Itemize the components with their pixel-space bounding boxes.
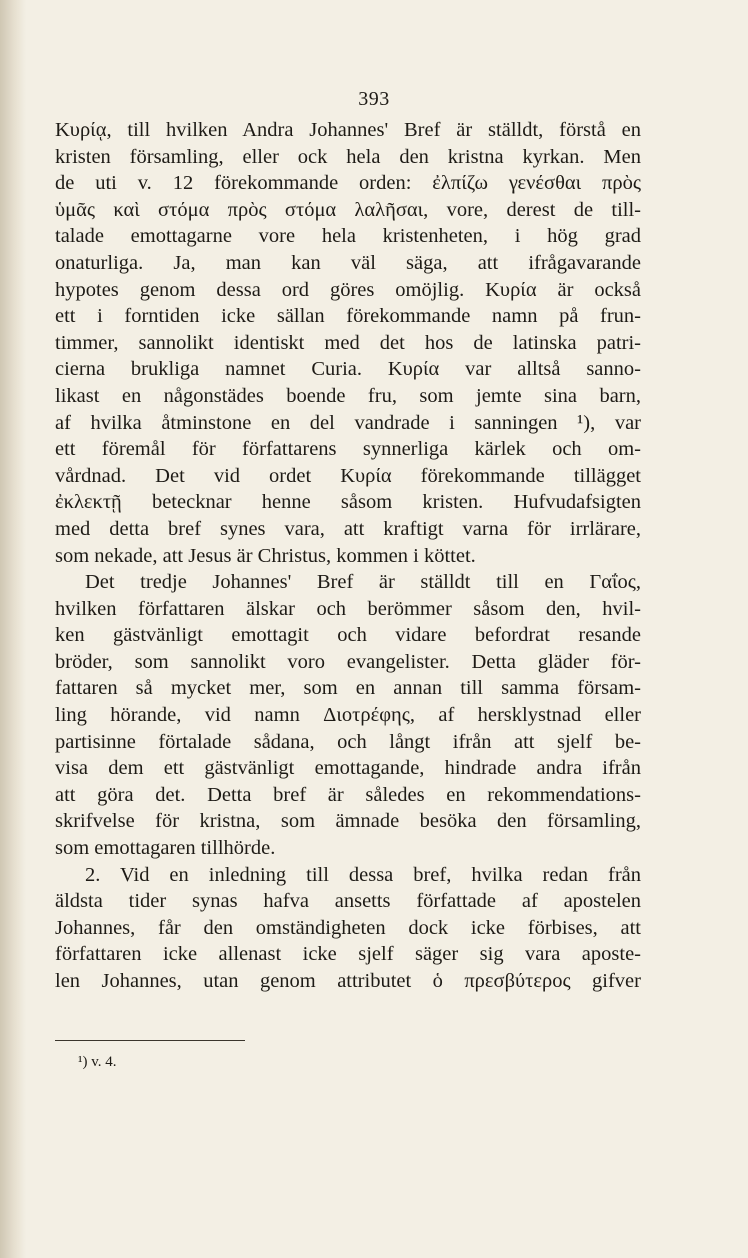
text-line: Det tredje Johannes' Bref är ställdt till en Γαΐος, <box>85 571 641 594</box>
text-line: Johannes, får den omständigheten dock icke förbises, att <box>55 916 641 939</box>
body-text <box>55 117 641 995</box>
footnote-divider <box>55 1040 245 1041</box>
text-line: len Johannes, utan genom attributet ὁ πρεσβύτερος gifver <box>55 970 641 992</box>
text-line: ἐκλεκτῇ betecknar henne såsom kristen. Hufvudafsigten <box>55 491 641 514</box>
text-line: författaren icke allenast icke sjelf säger sig vara aposte- <box>55 943 641 966</box>
text-line: som emottagaren tillhörde. <box>55 837 276 860</box>
text-line: ling hörande, vid namn Διοτρέφης, af hersklystnad eller <box>55 704 641 727</box>
text-line: cierna brukliga namnet Curia. Κυρία var alltså sanno- <box>55 358 641 381</box>
text-line: äldsta tider synas hafva ansetts författade af apostelen <box>55 890 641 913</box>
text-line: onaturliga. Ja, man kan väl säga, att ifrågavarande <box>55 251 641 274</box>
text-line: ὑμᾶς καὶ στόμα πρὸς στόμα λαλῆσαι, vore, derest de till- <box>55 198 641 221</box>
text-line: ken gästvänligt emottagit och vidare befordrat resande <box>55 624 641 647</box>
text-line: hypotes genom dessa ord göres omöjlig. Κυρία är också <box>55 278 641 301</box>
text-line: partisinne förtalade sådana, och långt ifrån att sjelf be- <box>55 730 641 753</box>
text-line: med detta bref synes vara, att kraftigt varna för irrlärare, <box>55 517 641 540</box>
text-line: ett i forntiden icke sällan förekommande namn på frun- <box>55 305 641 328</box>
text-line: talade emottagarne vore hela kristenheten, i hög grad <box>55 225 641 248</box>
text-line: som nekade, att Jesus är Christus, kommen i köttet. <box>55 544 476 567</box>
text-line: visa dem ett gästvänligt emottagande, hindrade andra ifrån <box>55 757 641 780</box>
page-number: 393 <box>358 88 390 110</box>
text-line: fattaren så mycket mer, som en annan till samma försam- <box>55 677 641 700</box>
text-line: bröder, som sannolikt voro evangelister. Detta gläder för- <box>55 650 641 673</box>
footnote: ¹) v. 4. <box>78 1054 117 1070</box>
text-line: hvilken författaren älskar och berömmer såsom den, hvil- <box>55 597 641 620</box>
text-line: de uti v. 12 förekommande orden: ἐλπίζω γενέσθαι πρὸς <box>55 172 641 195</box>
text-line: timmer, sannolikt identiskt med det hos de latinska patri- <box>55 331 641 354</box>
text-line: Κυρίᾳ, till hvilken Andra Johannes' Bref är ställdt, förstå en <box>55 119 641 141</box>
page-edge-shadow <box>0 0 26 1258</box>
text-line: 2. Vid en inledning till dessa bref, hvilka redan från <box>85 863 641 886</box>
text-line: ett föremål för författarens synnerliga kärlek och om- <box>55 438 641 461</box>
text-line: af hvilka åtminstone en del vandrade i sanningen ¹), var <box>55 411 641 434</box>
text-line: kristen församling, eller ock hela den kristna kyrkan. Men <box>55 145 641 168</box>
text-line: vårdnad. Det vid ordet Κυρία förekommande tillägget <box>55 464 641 487</box>
text-line: att göra det. Detta bref är således en rekommendations- <box>55 783 641 806</box>
text-line: skrifvelse för kristna, som ämnade besöka den församling, <box>55 810 641 833</box>
text-line: likast en någonstädes boende fru, som jemte sina barn, <box>55 384 641 407</box>
